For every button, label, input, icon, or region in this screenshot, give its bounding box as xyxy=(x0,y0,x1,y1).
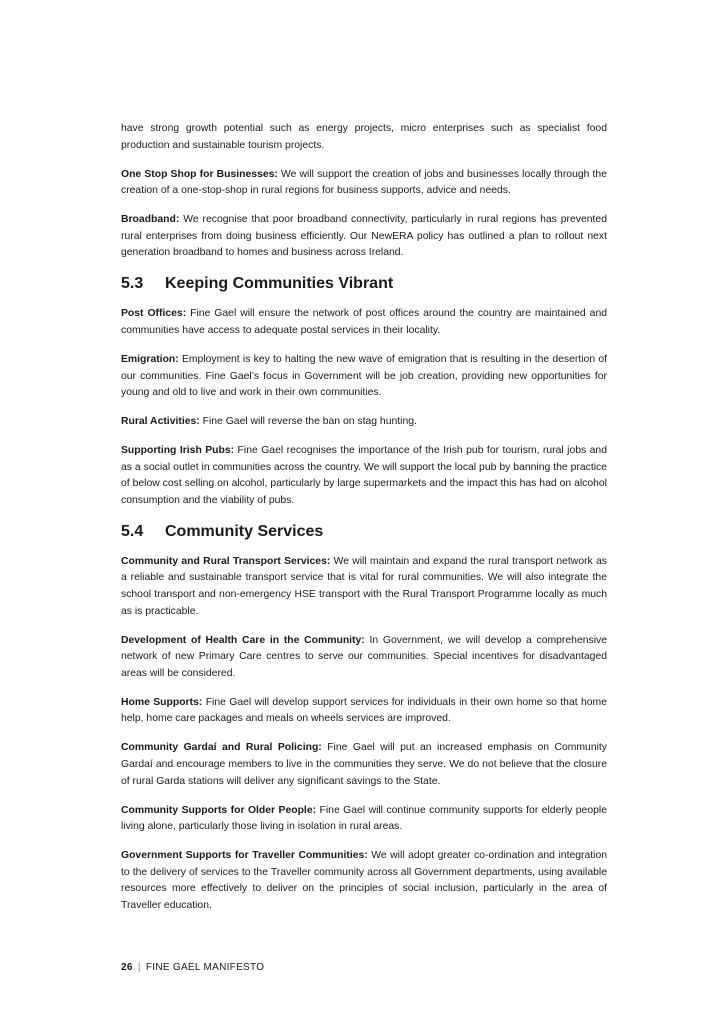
page-number: 26 xyxy=(121,962,133,973)
section-title: Community Services xyxy=(165,522,324,540)
paragraph-one-stop-shop xyxy=(121,167,607,200)
paragraph-lead: Community Gardaí and Rural Policing: xyxy=(121,742,322,754)
paragraph-text: We will support the creation of jobs and businesses locally through the creation of a one-stop-shop in rural regions for business supports, advice and needs. xyxy=(121,168,607,197)
paragraph-lead: Emigration: xyxy=(121,353,179,365)
paragraph-lead: Home Supports: xyxy=(121,696,203,708)
page-footer xyxy=(121,962,264,973)
intro-paragraph xyxy=(121,121,607,154)
paragraph-lead: Community and Rural Transport Services: xyxy=(121,555,331,567)
paragraph-lead: Supporting Irish Pubs: xyxy=(121,445,235,457)
paragraph-broadband xyxy=(121,212,607,262)
intro-text: have strong growth potential such as energy projects, micro enterprises such as specialist food production and sustainable tourism projects. xyxy=(121,123,607,151)
paragraph-text: Fine Gael will ensure the network of post offices around the country are maintained and communities have access to adequate postal services in their locality. xyxy=(121,308,607,336)
paragraph-traveller-communities xyxy=(121,848,607,914)
paragraph-emigration xyxy=(121,352,607,402)
paragraph-home-supports xyxy=(121,695,607,728)
section-title: Keeping Communities Vibrant xyxy=(165,275,394,293)
paragraph-text: We will adopt greater co-ordination and integration to the delivery of services to the Traveller community across all Government departments, using available resources more effectively to deliver on the principles of social inclusion, particularly in the area of Traveller education. xyxy=(121,850,607,911)
paragraph-lead: One Stop Shop for Businesses: xyxy=(121,168,278,180)
section-number: 5.4 xyxy=(121,522,144,540)
paragraph-text: In Government, we will develop a comprehensive network of new Primary Care centres to serve our communities. Special incentives for disadvantaged areas will be considered. xyxy=(121,634,607,679)
paragraph-older-people xyxy=(121,803,607,836)
paragraph-text: We will maintain and expand the rural transport network as a reliable and sustainable transport service that is vital for rural communities. We will also integrate the school transport and non-emergency HSE transport with the Rural Transport Programme locally as much as is practicable. xyxy=(121,555,607,617)
paragraph-rural-activities xyxy=(121,414,607,431)
paragraph-text: We recognise that poor broadband connectivity, particularly in rural regions has prevented rural enterprises from doing business efficiently. Our NewERA policy has outlined a plan to rollout next generation broadband to homes and business across Ireland. xyxy=(121,214,607,259)
paragraph-rural-transport xyxy=(121,554,607,620)
paragraph-lead: Community Supports for Older People: xyxy=(121,804,317,816)
section-heading-5-4 xyxy=(121,522,607,542)
paragraph-lead: Rural Activities: xyxy=(121,416,200,428)
paragraph-health-care xyxy=(121,633,607,683)
paragraph-lead: Broadband: xyxy=(121,214,180,226)
paragraph-text: Fine Gael recognises the importance of the Irish pub for tourism, rural jobs and as a social outlet in communities across the country. We will support the local pub by banning the practice of below cost selling on alcohol, particularly by large supermarkets and the impact this has had on alcohol consumption and the viability of pubs. xyxy=(121,445,607,506)
paragraph-text: Fine Gael will develop support services for individuals in their own home so that home help, home care packages and meals on wheels services are improved. xyxy=(121,696,607,725)
paragraph-post-offices xyxy=(121,306,607,339)
footer-title: FINE GAEL MANIFESTO xyxy=(145,962,265,973)
paragraph-text: Employment is key to halting the new wave of emigration that is resulting in the desertion of our communities. Fine Gael’s focus in Government will be job creation, providing new opportunities for young and old to live and work in their own communities. xyxy=(121,353,607,399)
paragraph-gardai xyxy=(121,740,607,790)
section-heading-5-3 xyxy=(121,274,607,294)
footer-separator: | xyxy=(137,962,141,973)
paragraph-text: Fine Gael will continue community supports for elderly people living alone, particularly those living in isolation in rural areas. xyxy=(121,804,607,833)
document-page xyxy=(121,121,607,927)
paragraph-text: Fine Gael will reverse the ban on stag hunting. xyxy=(199,416,417,428)
paragraph-lead: Post Offices: xyxy=(121,308,187,320)
paragraph-text: Fine Gael will put an increased emphasis on Community Gardaí and encourage members to live in the communities they serve. We do not believe that the closure of rural Garda stations will deliver any significant savings to the State. xyxy=(121,742,607,787)
paragraph-lead: Government Supports for Traveller Communities: xyxy=(121,850,368,862)
paragraph-lead: Development of Health Care in the Community: xyxy=(121,634,365,646)
paragraph-irish-pubs xyxy=(121,443,607,509)
section-number: 5.3 xyxy=(121,275,144,293)
